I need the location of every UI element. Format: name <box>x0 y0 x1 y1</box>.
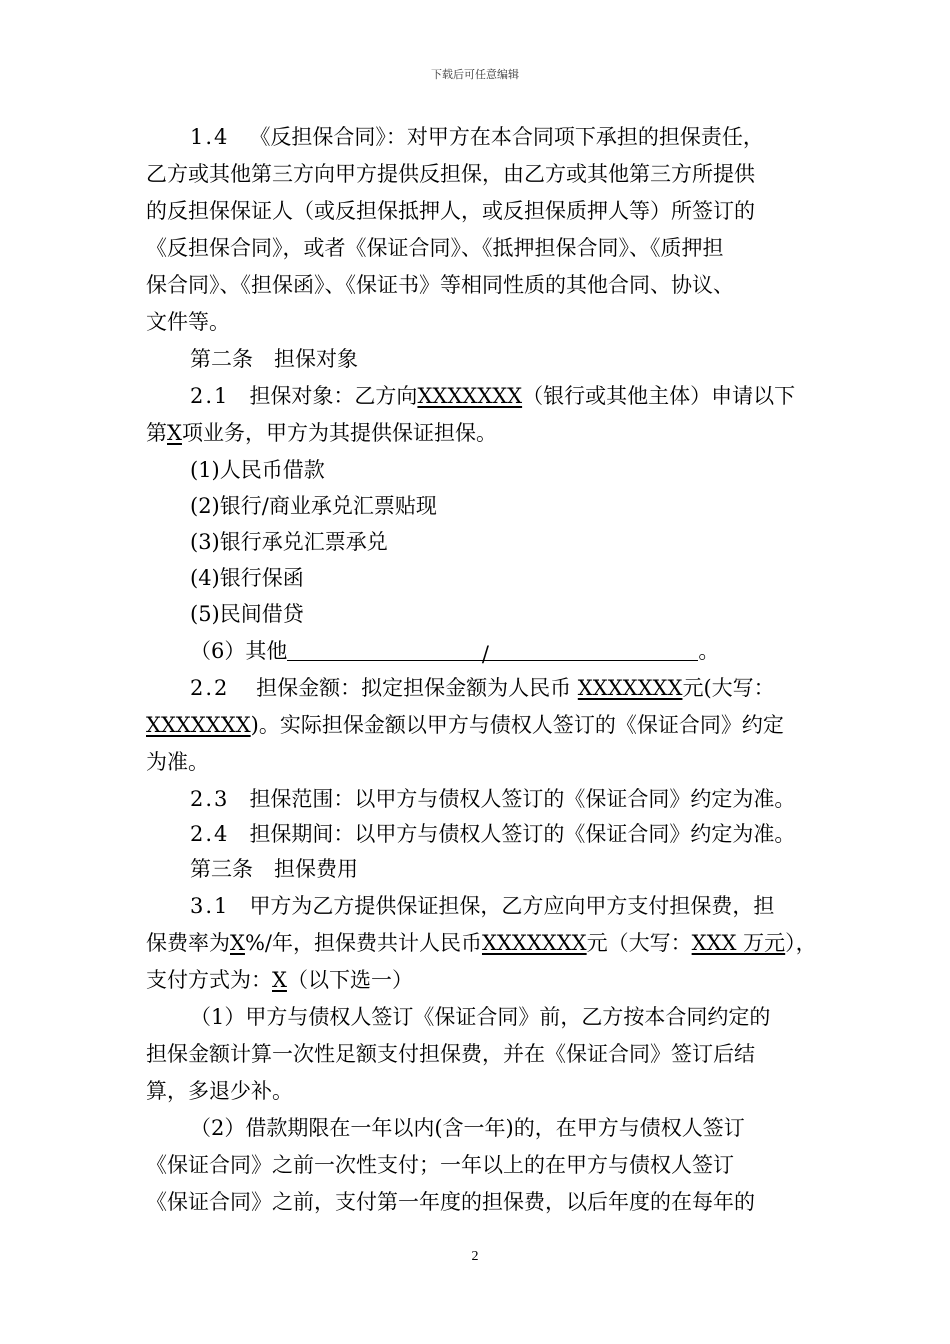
section-1-4-line-6: 文件等。 <box>146 310 230 334</box>
list-item: (1)人民币借款 <box>190 458 325 482</box>
text: 《反担保合同》：对甲方在本合同项下承担的担保责任， <box>249 125 764 149</box>
fill-blank <box>493 640 698 661</box>
option-2-line-1: （2）借款期限在一年以内(含一年)的，在甲方与债权人签订 <box>190 1116 745 1140</box>
option-2-line-3: 《保证合同》之前，支付第一年度的担保费，以后年度的在每年的 <box>146 1190 755 1214</box>
creditor-blank: XXXXXXX <box>417 384 523 408</box>
list-item: (3)银行承兑汇票承兑 <box>190 530 388 554</box>
section-3-1-line-3 <box>146 966 413 994</box>
section-2-4 <box>190 820 795 848</box>
section-number: 1.4 <box>190 125 230 149</box>
text: )。实际担保金额以甲方与债权人签订的《保证合同》约定 <box>250 713 784 737</box>
method-blank: X <box>272 968 287 992</box>
fill-blank <box>287 640 477 661</box>
list-item-other <box>190 637 719 665</box>
text: 项业务，甲方为其提供保证担保。 <box>181 421 497 445</box>
list-item: (2)银行/商业承兑汇票贴现 <box>190 494 437 518</box>
text: 担保范围：以甲方与债权人签订的《保证合同》约定为准。 <box>249 787 796 811</box>
text: 支付方式为： <box>146 968 272 992</box>
page-header: 下载后可任意编辑 <box>431 68 519 81</box>
section-number: 2.2 <box>190 676 230 700</box>
text: ）， <box>785 931 817 955</box>
item-number-blank: X <box>167 421 182 445</box>
text: （银行或其他主体）申请以下 <box>522 384 796 408</box>
amount-blank: XXXXXXX <box>577 676 683 700</box>
text: （6）其他 <box>190 639 288 663</box>
section-number: 2.4 <box>190 822 230 846</box>
text: %/年，担保费共计人民币 <box>244 931 482 955</box>
option-1-line-3: 算，多退少补。 <box>146 1079 293 1103</box>
text: 担保期间：以甲方与债权人签订的《保证合同》约定为准。 <box>249 822 796 846</box>
list-item: (5)民间借贷 <box>190 602 304 626</box>
text: 元（大写： <box>586 931 692 955</box>
page-number: 2 <box>471 1249 479 1264</box>
text: （以下选一） <box>286 968 413 992</box>
section-2-2-line-3: 为准。 <box>146 750 209 774</box>
section-number: 2.1 <box>190 384 230 408</box>
section-1-4-line-4: 《反担保合同》，或者《保证合同》、《抵押担保合同》、《质押担 <box>146 236 724 260</box>
section-3-1-line-1 <box>190 892 774 920</box>
section-1-4-line-2: 乙方或其他第三方向甲方提供反担保，由乙方或其他第三方所提供 <box>146 162 755 186</box>
list-item: (4)银行保函 <box>190 566 304 590</box>
section-1-4-line-1 <box>190 123 764 151</box>
option-2-line-2: 《保证合同》之前一次性支付；一年以上的在甲方与债权人签订 <box>146 1153 734 1177</box>
section-number: 3.1 <box>190 894 230 918</box>
section-2-1-line-1 <box>190 382 795 410</box>
option-1-line-1: （1）甲方与债权人签订《保证合同》前，乙方按本合同约定的 <box>190 1005 771 1029</box>
section-2-2-line-1 <box>190 674 775 702</box>
article-2-heading: 第二条 担保对象 <box>190 347 358 371</box>
amount-upper-blank: XXXXXXX <box>146 713 251 737</box>
fee-blank: XXXXXXX <box>481 931 587 955</box>
text: 担保对象：乙方向 <box>249 384 418 408</box>
section-2-3 <box>190 785 795 813</box>
text: 担保金额：拟定担保金额为人民币 <box>256 676 572 700</box>
text: 甲方为乙方提供保证担保，乙方应向甲方支付担保费，担 <box>249 894 775 918</box>
section-3-1-line-2 <box>146 929 817 957</box>
fill-blank-slash: / <box>477 640 493 661</box>
text: 。 <box>698 639 720 663</box>
section-1-4-line-3: 的反担保保证人（或反担保抵押人，或反担保质押人等）所签订的 <box>146 199 755 223</box>
text: 保费率为 <box>146 931 230 955</box>
article-3-heading: 第三条 担保费用 <box>190 857 358 881</box>
option-1-line-2: 担保金额计算一次性足额支付担保费，并在《保证合同》签订后结 <box>146 1042 755 1066</box>
section-2-1-line-2 <box>146 419 497 447</box>
fee-upper-blank: XXX 万元 <box>691 931 786 955</box>
section-1-4-line-5: 保合同》、《担保函》、《保证书》等相同性质的其他合同、协议、 <box>146 273 734 297</box>
text: 元(大写： <box>682 676 775 700</box>
rate-blank: X <box>230 931 245 955</box>
text: 第 <box>146 421 167 445</box>
section-number: 2.3 <box>190 787 230 811</box>
section-2-2-line-2 <box>146 711 784 739</box>
